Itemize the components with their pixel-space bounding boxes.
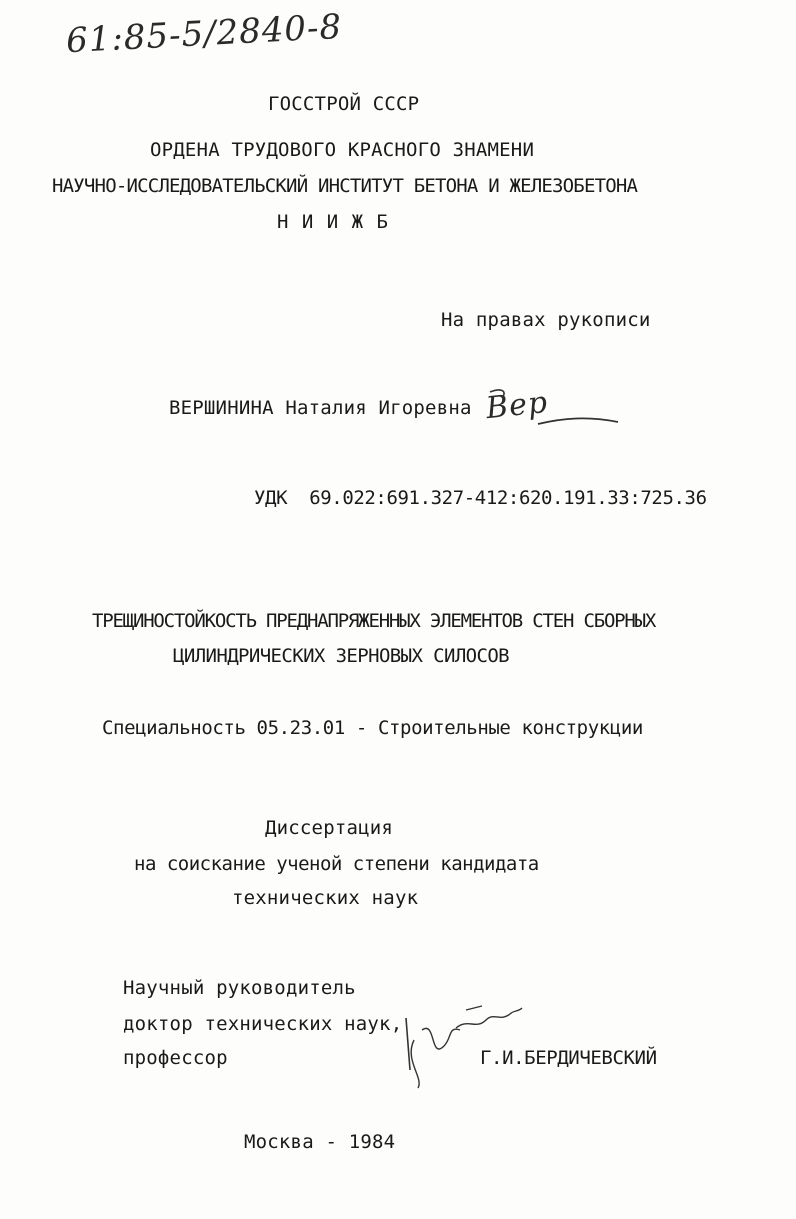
udc-label: УДК bbox=[254, 487, 288, 509]
supervisor-degree: доктор технических наук, bbox=[123, 1013, 403, 1035]
institute-name: НАУЧНО-ИССЛЕДОВАТЕЛЬСКИЙ ИНСТИТУТ БЕТОНА И ЖЕЛЕЗОБЕТОНА bbox=[52, 175, 638, 197]
udc-value: 69.022:691.327-412:620.191.33:725.36 bbox=[309, 487, 707, 509]
dissertation-label: Диссертация bbox=[265, 817, 394, 839]
manuscript-note: На правах рукописи bbox=[441, 309, 651, 331]
thesis-title-line-2: ЦИЛИНДРИЧЕСКИХ ЗЕРНОВЫХ СИЛОСОВ bbox=[173, 645, 510, 667]
supervisor-role: Научный руководитель bbox=[123, 977, 356, 999]
science-field: технических наук bbox=[232, 887, 419, 909]
supervisor-name: Г.И.БЕРДИЧЕВСКИЙ bbox=[480, 1047, 657, 1069]
specialty: Специальность 05.23.01 - Строительные конструкции bbox=[102, 717, 643, 739]
order-name: ОРДЕНА ТРУДОВОГО КРАСНОГО ЗНАМЕНИ bbox=[150, 139, 535, 161]
degree-line: на соискание ученой степени кандидата bbox=[134, 853, 539, 875]
institute-abbreviation: Н И И Ж Б bbox=[277, 211, 389, 233]
thesis-title-line-1: ТРЕЩИНОСТОЙКОСТЬ ПРЕДНАПРЯЖЕННЫХ ЭЛЕМЕНТОВ СТЕН СБОРНЫХ bbox=[92, 610, 656, 632]
agency-name: ГОССТРОЙ СССР bbox=[268, 93, 420, 115]
place-and-year: Москва - 1984 bbox=[244, 1131, 396, 1153]
supervisor-signature bbox=[396, 1000, 536, 1090]
archive-code-handwritten: 61:85-5/2840-8 bbox=[65, 6, 344, 62]
author-signature-stroke bbox=[478, 386, 628, 446]
author-signature: Вер bbox=[484, 384, 550, 427]
supervisor-title: профессор bbox=[123, 1047, 228, 1069]
author-name: ВЕРШИНИНА Наталия Игоревна bbox=[169, 397, 472, 419]
udc-line bbox=[254, 486, 707, 510]
